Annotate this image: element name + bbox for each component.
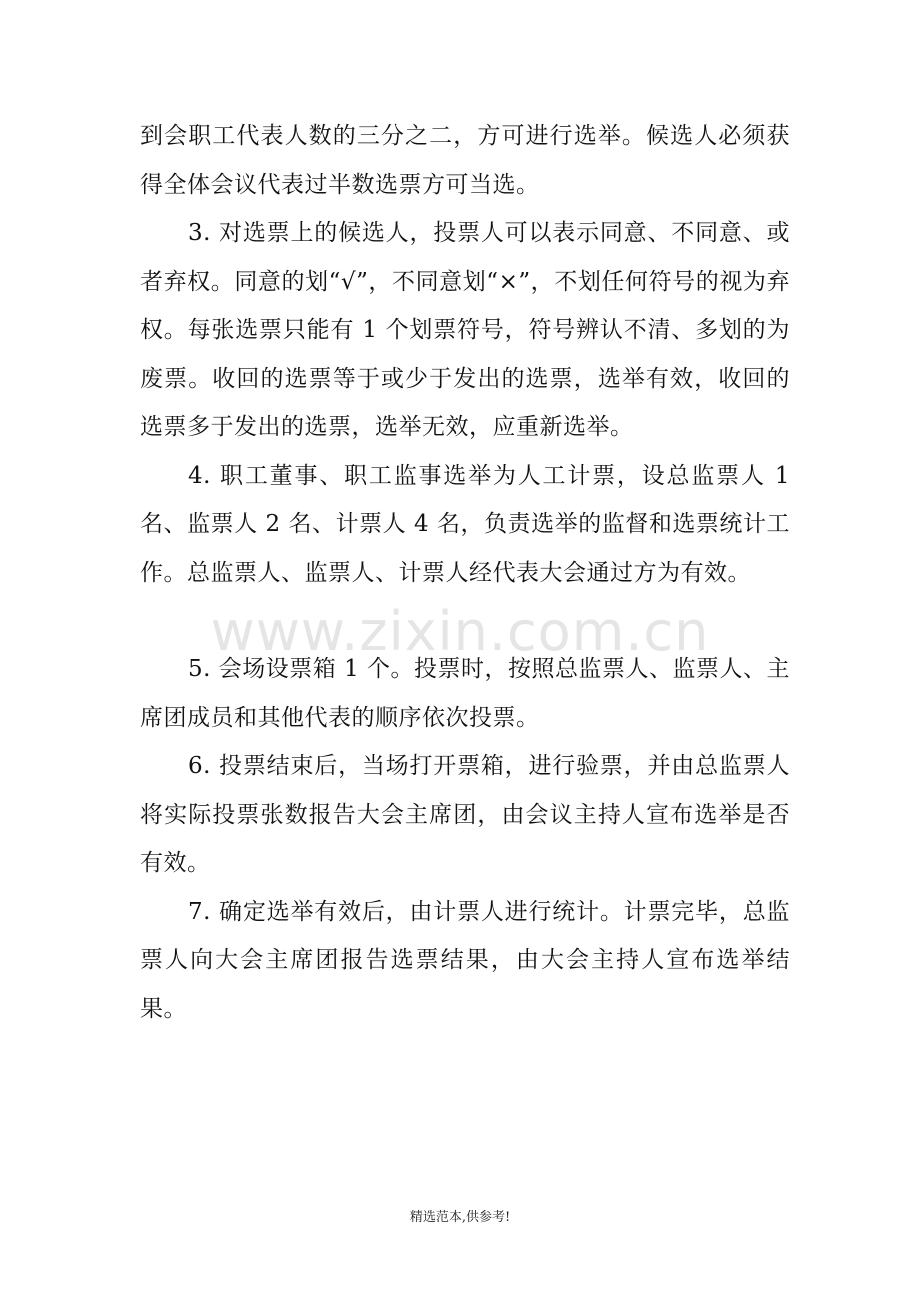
paragraph-continuation: 到会职工代表人数的三分之二，方可进行选举。候选人必须获得全体会议代表过半数选票方可当选。 (140, 123, 790, 198)
watermark: www.zixin.com.cn (210, 600, 710, 663)
paragraph-item-3: 3. 对选票上的候选人，投票人可以表示同意、不同意、或者弃权。同意的划“√”，不同意划“×”，不划任何符号的视为弃权。每张选票只能有 1 个划票符号，符号辨认不清、多划的为废票。收回的选票等于或少于发出的选票，选举有效，收回的选票多于发出的选票，选举无效，应重新选举。 (140, 220, 790, 440)
paragraph-item-6: 6. 投票结束后，当场打开票箱，进行验票，并由总监票人将实际投票张数报告大会主席团，由会议主持人宣布选举是否有效。 (140, 753, 790, 876)
page-footer: 精选范本,供参考! (409, 1210, 511, 1225)
paragraph-item-7: 7. 确定选举有效后，由计票人进行统计。计票完毕，总监票人向大会主席团报告选票结果，由大会主持人宣布选举结果。 (140, 898, 790, 1022)
paragraph-item-5: 5. 会场设票箱 1 个。投票时，按照总监票人、监票人、主席团成员和其他代表的顺序依次投票。 (140, 656, 791, 731)
paragraph-item-4: 4. 职工董事、职工监事选举为人工计票，设总监票人 1 名、监票人 2 名、计票人 4 名，负责选举的监督和选票统计工作。总监票人、监票人、计票人经代表大会通过方为有效。 (140, 462, 790, 586)
document-body (140, 112, 790, 1033)
paragraph-spacer (140, 597, 790, 645)
